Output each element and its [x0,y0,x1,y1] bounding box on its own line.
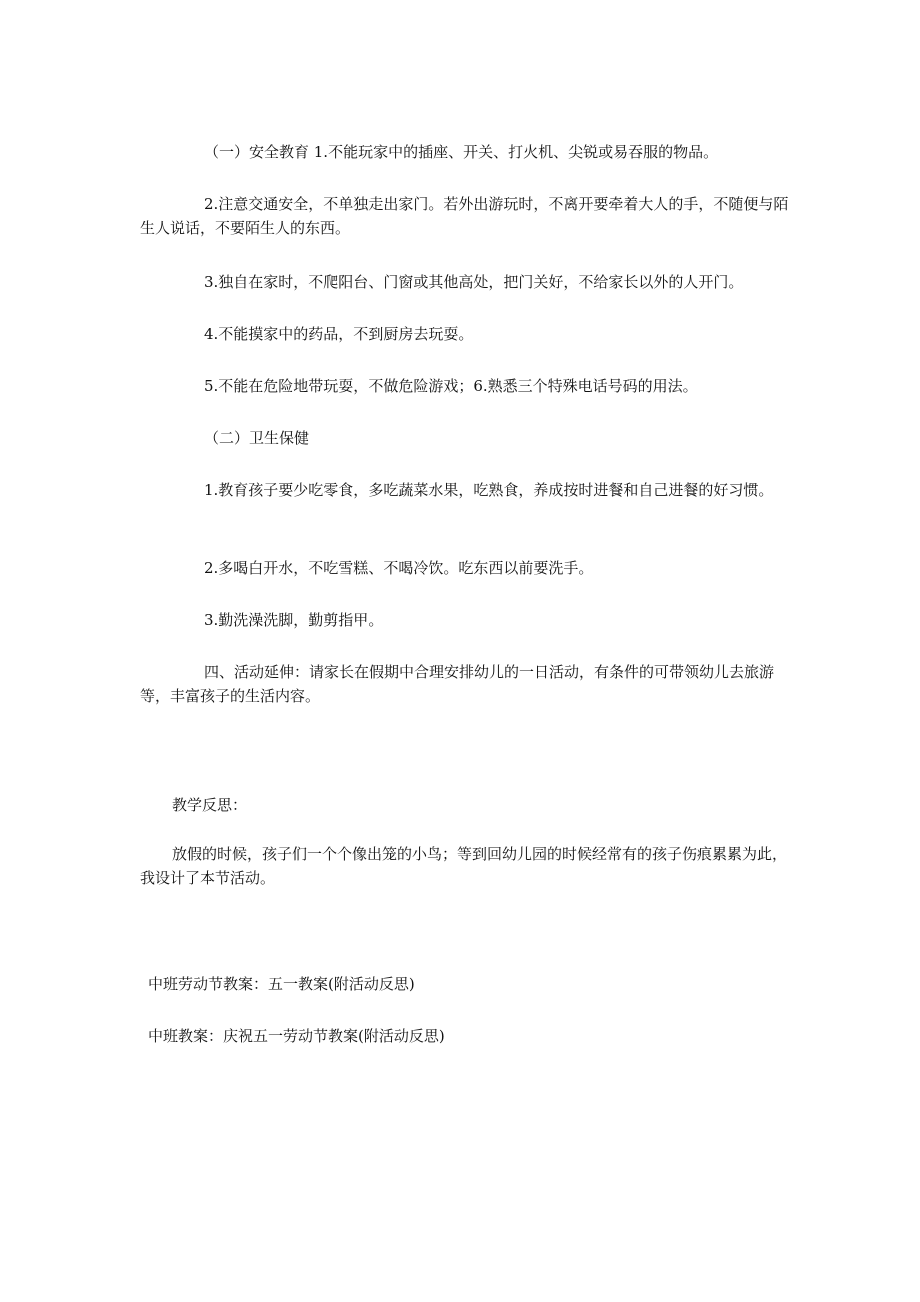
paragraph-safety-2: 2.注意交通安全，不单独走出家门。若外出游玩时，不离开要牵着大人的手，不随便与陌生人说话，不要陌生人的东西。 [140,195,789,237]
paragraph-hygiene-1: 1.教育孩子要少吃零食，多吃蔬菜水果，吃熟食，养成按时进餐和自己进餐的好习惯。 [204,481,774,499]
reflection-text: 放假的时候，孩子们一个个像出笼的小鸟；等到回幼儿园的时候经常有的孩子伤痕累累为此，我设计了本节活动。 [140,845,788,887]
paragraph-safety-4: 4.不能摸家中的药品，不到厨房去玩耍。 [204,325,474,343]
related-link-2[interactable]: 中班教案：庆祝五一劳动节教案(附活动反思) [148,1027,445,1045]
paragraph-safety-3: 3.独自在家时，不爬阳台、门窗或其他高处，把门关好，不给家长以外的人开门。 [204,273,744,291]
paragraph-safety-5: 5.不能在危险地带玩耍，不做危险游戏；6.熟悉三个特殊电话号码的用法。 [204,377,698,395]
related-link-1[interactable]: 中班劳动节教案：五一教案(附活动反思) [148,975,415,993]
section-heading-hygiene: （二）卫生保健 [204,429,310,447]
reflection-heading: 教学反思： [172,796,248,814]
paragraph-hygiene-3: 3.勤洗澡洗脚，勤剪指甲。 [204,611,384,629]
paragraph-hygiene-2: 2.多喝白开水，不吃雪糕、不喝冷饮。吃东西以前要洗手。 [204,559,594,577]
paragraph-activity-extension: 四、活动延伸：请家长在假期中合理安排幼儿的一日活动，有条件的可带领幼儿去旅游等，丰富孩子的生活内容。 [140,663,775,705]
paragraph-safety-1: （一）安全教育 1.不能玩家中的插座、开关、打火机、尖锐或易吞服的物品。 [204,143,719,161]
